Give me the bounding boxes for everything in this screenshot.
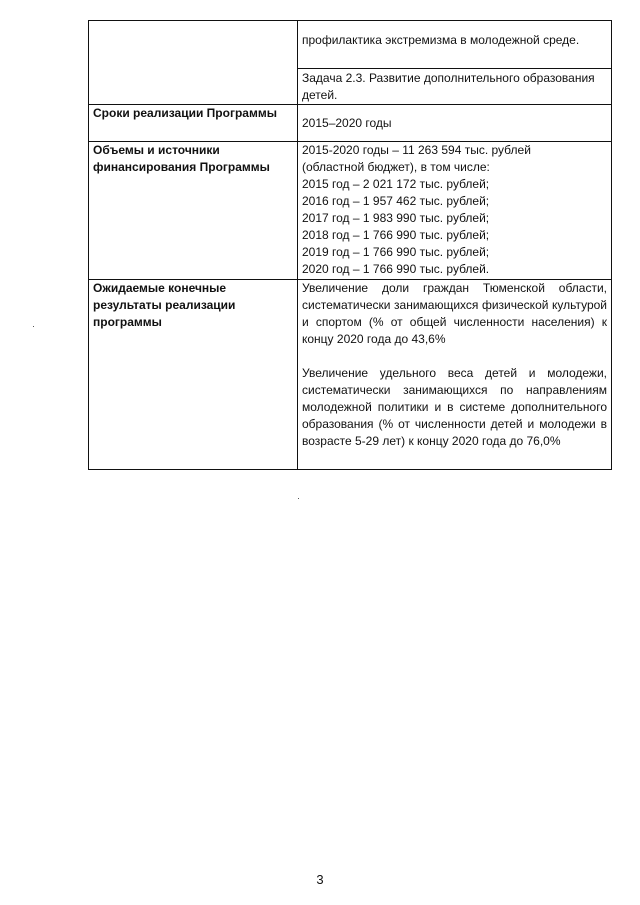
text-cell: [298, 69, 612, 105]
table-row: [89, 280, 612, 470]
results-paragraph: Увеличение доли граждан Тюменской области, систематически занимающихся физической культурой и спортом (% от общей численности населения) к концу 2020 года до 43,6%: [302, 281, 607, 346]
page-number: 3: [316, 872, 324, 887]
cell-text: 2015–2020 годы: [302, 115, 392, 130]
results-label: Ожидаемые конечные результаты реализации программы: [89, 280, 298, 470]
cell-text: Задача 2.3. Развитие дополнительного образования детей.: [302, 71, 595, 102]
results-paragraph: Увеличение удельного веса детей и молодежи, систематически занимающихся по направлениям молодежной политики и в системе дополнительного образования (% от численности детей и молодежи в возрасте 5-29 лет) к концу 2020 года до 76,0%: [302, 366, 607, 448]
table-row: [89, 21, 612, 69]
table-row: [89, 105, 612, 142]
funding-line: 2019 год – 1 766 990 тыс. рублей;: [302, 245, 490, 259]
funding-line: 2015 год – 2 021 172 тыс. рублей;: [302, 177, 490, 191]
funding-line: 2017 год – 1 983 990 тыс. рублей;: [302, 211, 490, 225]
funding-line: 2015-2020 годы – 11 263 594 тыс. рублей: [302, 143, 531, 157]
terms-label: Сроки реализации Программы: [89, 105, 298, 142]
cell-text: профилактика экстремизма в молодежной среде.: [302, 33, 580, 47]
funding-value: [298, 142, 612, 280]
empty-label-cell: [89, 21, 298, 105]
program-passport-table: [88, 20, 612, 470]
funding-line: 2020 год – 1 766 990 тыс. рублей.: [302, 262, 490, 276]
results-value: [298, 280, 612, 470]
scan-speck: [33, 326, 34, 327]
scan-speck: [298, 498, 299, 499]
text-cell: [298, 21, 612, 69]
table-row: [89, 142, 612, 280]
funding-label: Объемы и источники финансирования Программы: [89, 142, 298, 280]
funding-line: (областной бюджет), в том числе:: [302, 160, 490, 174]
paragraph-spacer: [302, 348, 607, 365]
funding-line: 2018 год – 1 766 990 тыс. рублей;: [302, 228, 490, 242]
funding-line: 2016 год – 1 957 462 тыс. рублей;: [302, 194, 490, 208]
terms-value: [298, 105, 612, 142]
